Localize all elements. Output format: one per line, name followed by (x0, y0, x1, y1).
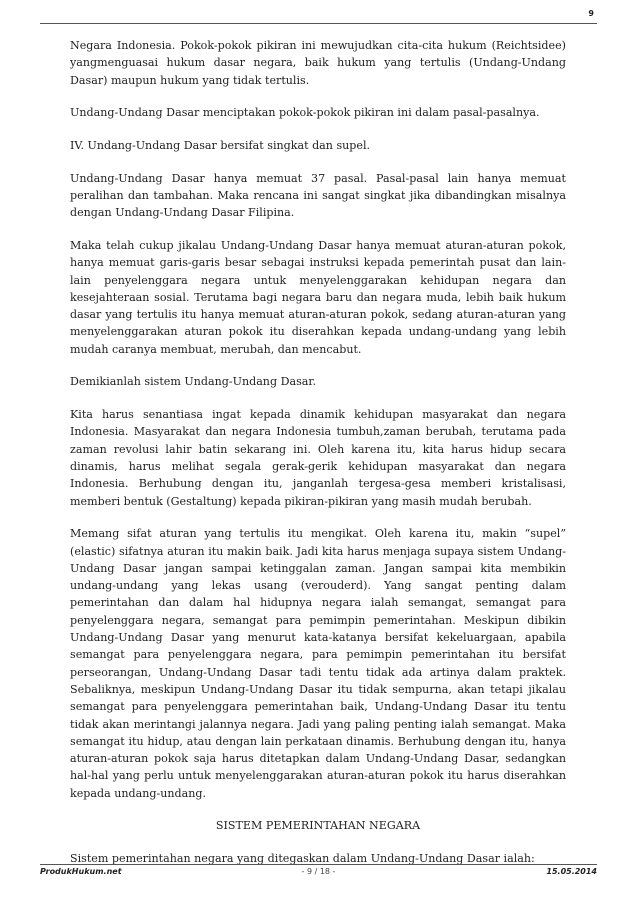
section-heading: SISTEM PEMERINTAHAN NEGARA (215, 819, 421, 833)
footer-page-indicator: - 9 / 18 - (301, 867, 336, 876)
paragraph: IV. Undang-Undang Dasar bersifat singkat dan supel. (70, 138, 371, 152)
paragraph: Undang-Undang Dasar hanya memuat 37 pasal. Pasal-pasal lain hanya memuat peralihan dan tambahan. Maka rencana ini sangat singkat jika dibandingkan misalnya dengan Undang-Undang Dasar Filipina. (70, 171, 566, 220)
paragraph: Undang-Undang Dasar menciptakan pokok-pokok pikiran ini dalam pasal-pasalnya. (70, 106, 540, 120)
paragraph: Kita harus senantiasa ingat kepada dinamik kehidupan masyarakat dan negara Indonesia. Masyarakat dan negara Indonesia tumbuh,zaman berubah, terutama pada zaman revolusi lahir batin sekarang ini. Oleh karena itu, kita harus hidup secara dinamis, harus melihat segala gerak-gerik kehidupan masyarakat dan negara Indonesia. Berhubung dengan itu, janganlah tergesa-gesa memberi kristalisasi, memberi bentuk (Gestaltung) kepada pikiran-pikiran yang masih mudah berubah. (70, 408, 566, 508)
footer-divider (40, 864, 597, 865)
paragraph: Sistem pemerintahan negara yang ditegaskan dalam Undang-Undang Dasar ialah: (70, 852, 535, 866)
paragraph: Memang sifat aturan yang tertulis itu mengikat. Oleh karena itu, makin “supel” (elastic) sifatnya aturan itu makin baik. Jadi kita harus menjaga supaya sistem Undang-Undang Dasar jangan sampai ketinggalan zaman. Jangan sampai kita membikin undang-undang yang lekas usang (verouderd). Yang sangat penting dalam pemerintahan dan dalam hal hidupnya negara ialah semangat, semangat para penyelenggara negara, semangat para pemimpin pemerintahan. Meskipun dibikin Undang-Undang Dasar yang menurut kata-katanya bersifat kekeluargaan, apabila semangat para penyelenggara negara, para pemimpin pemerintahan itu bersifat perseorangan, Undang-Undang Dasar tadi tentu tidak ada artinya dalam praktek. Sebaliknya, meskipun Undang-Undang Dasar itu tidak sempurna, akan tetapi jikalau semangat para penyelenggara pemerintahan baik, Undang-Undang Dasar itu tentu tidak akan merintangi jalannya negara. Jadi yang paling penting ialah semangat. Maka semangat itu hidup, atau dengan lain perkataan dinamis. Berhubung dengan itu, hanya aturan-aturan pokok saja harus ditetapkan dalam Undang-Undang Dasar, sedangkan hal-hal yang perlu untuk menyelenggarakan aturan-aturan pokok itu harus diserahkan kepada undang-undang. (70, 527, 566, 800)
header-divider (40, 23, 597, 24)
document-body (70, 37, 566, 883)
paragraph: Negara Indonesia. Pokok-pokok pikiran ini mewujudkan cita-cita hukum (Reichtsidee) yangmenguasai hukum dasar negara, baik hukum yang tertulis (Undang-Undang Dasar) maupun hukum yang tidak tertulis. (70, 39, 566, 87)
footer-site-name: ProdukHukum.net (40, 867, 122, 876)
footer-date: 15.05.2014 (546, 867, 597, 876)
page-footer (40, 867, 597, 879)
paragraph: Demikianlah sistem Undang-Undang Dasar. (70, 375, 317, 389)
paragraph: Maka telah cukup jikalau Undang-Undang Dasar hanya memuat aturan-aturan pokok, hanya memuat garis-garis besar sebagai instruksi kepada pemerintah pusat dan lain-lain penyelenggara negara untuk menyelenggarakan kehidupan negara dan kesejahteraan sosial. Terutama bagi negara baru dan negara muda, lebih baik hukum dasar yang tertulis itu hanya memuat aturan-aturan pokok, sedang aturan-aturan yang menyelenggarakan aturan pokok itu diserahkan kepada undang-undang yang lebih mudah caranya membuat, merubah, dan mencabut. (70, 238, 566, 356)
page-number: 9 (588, 9, 594, 18)
